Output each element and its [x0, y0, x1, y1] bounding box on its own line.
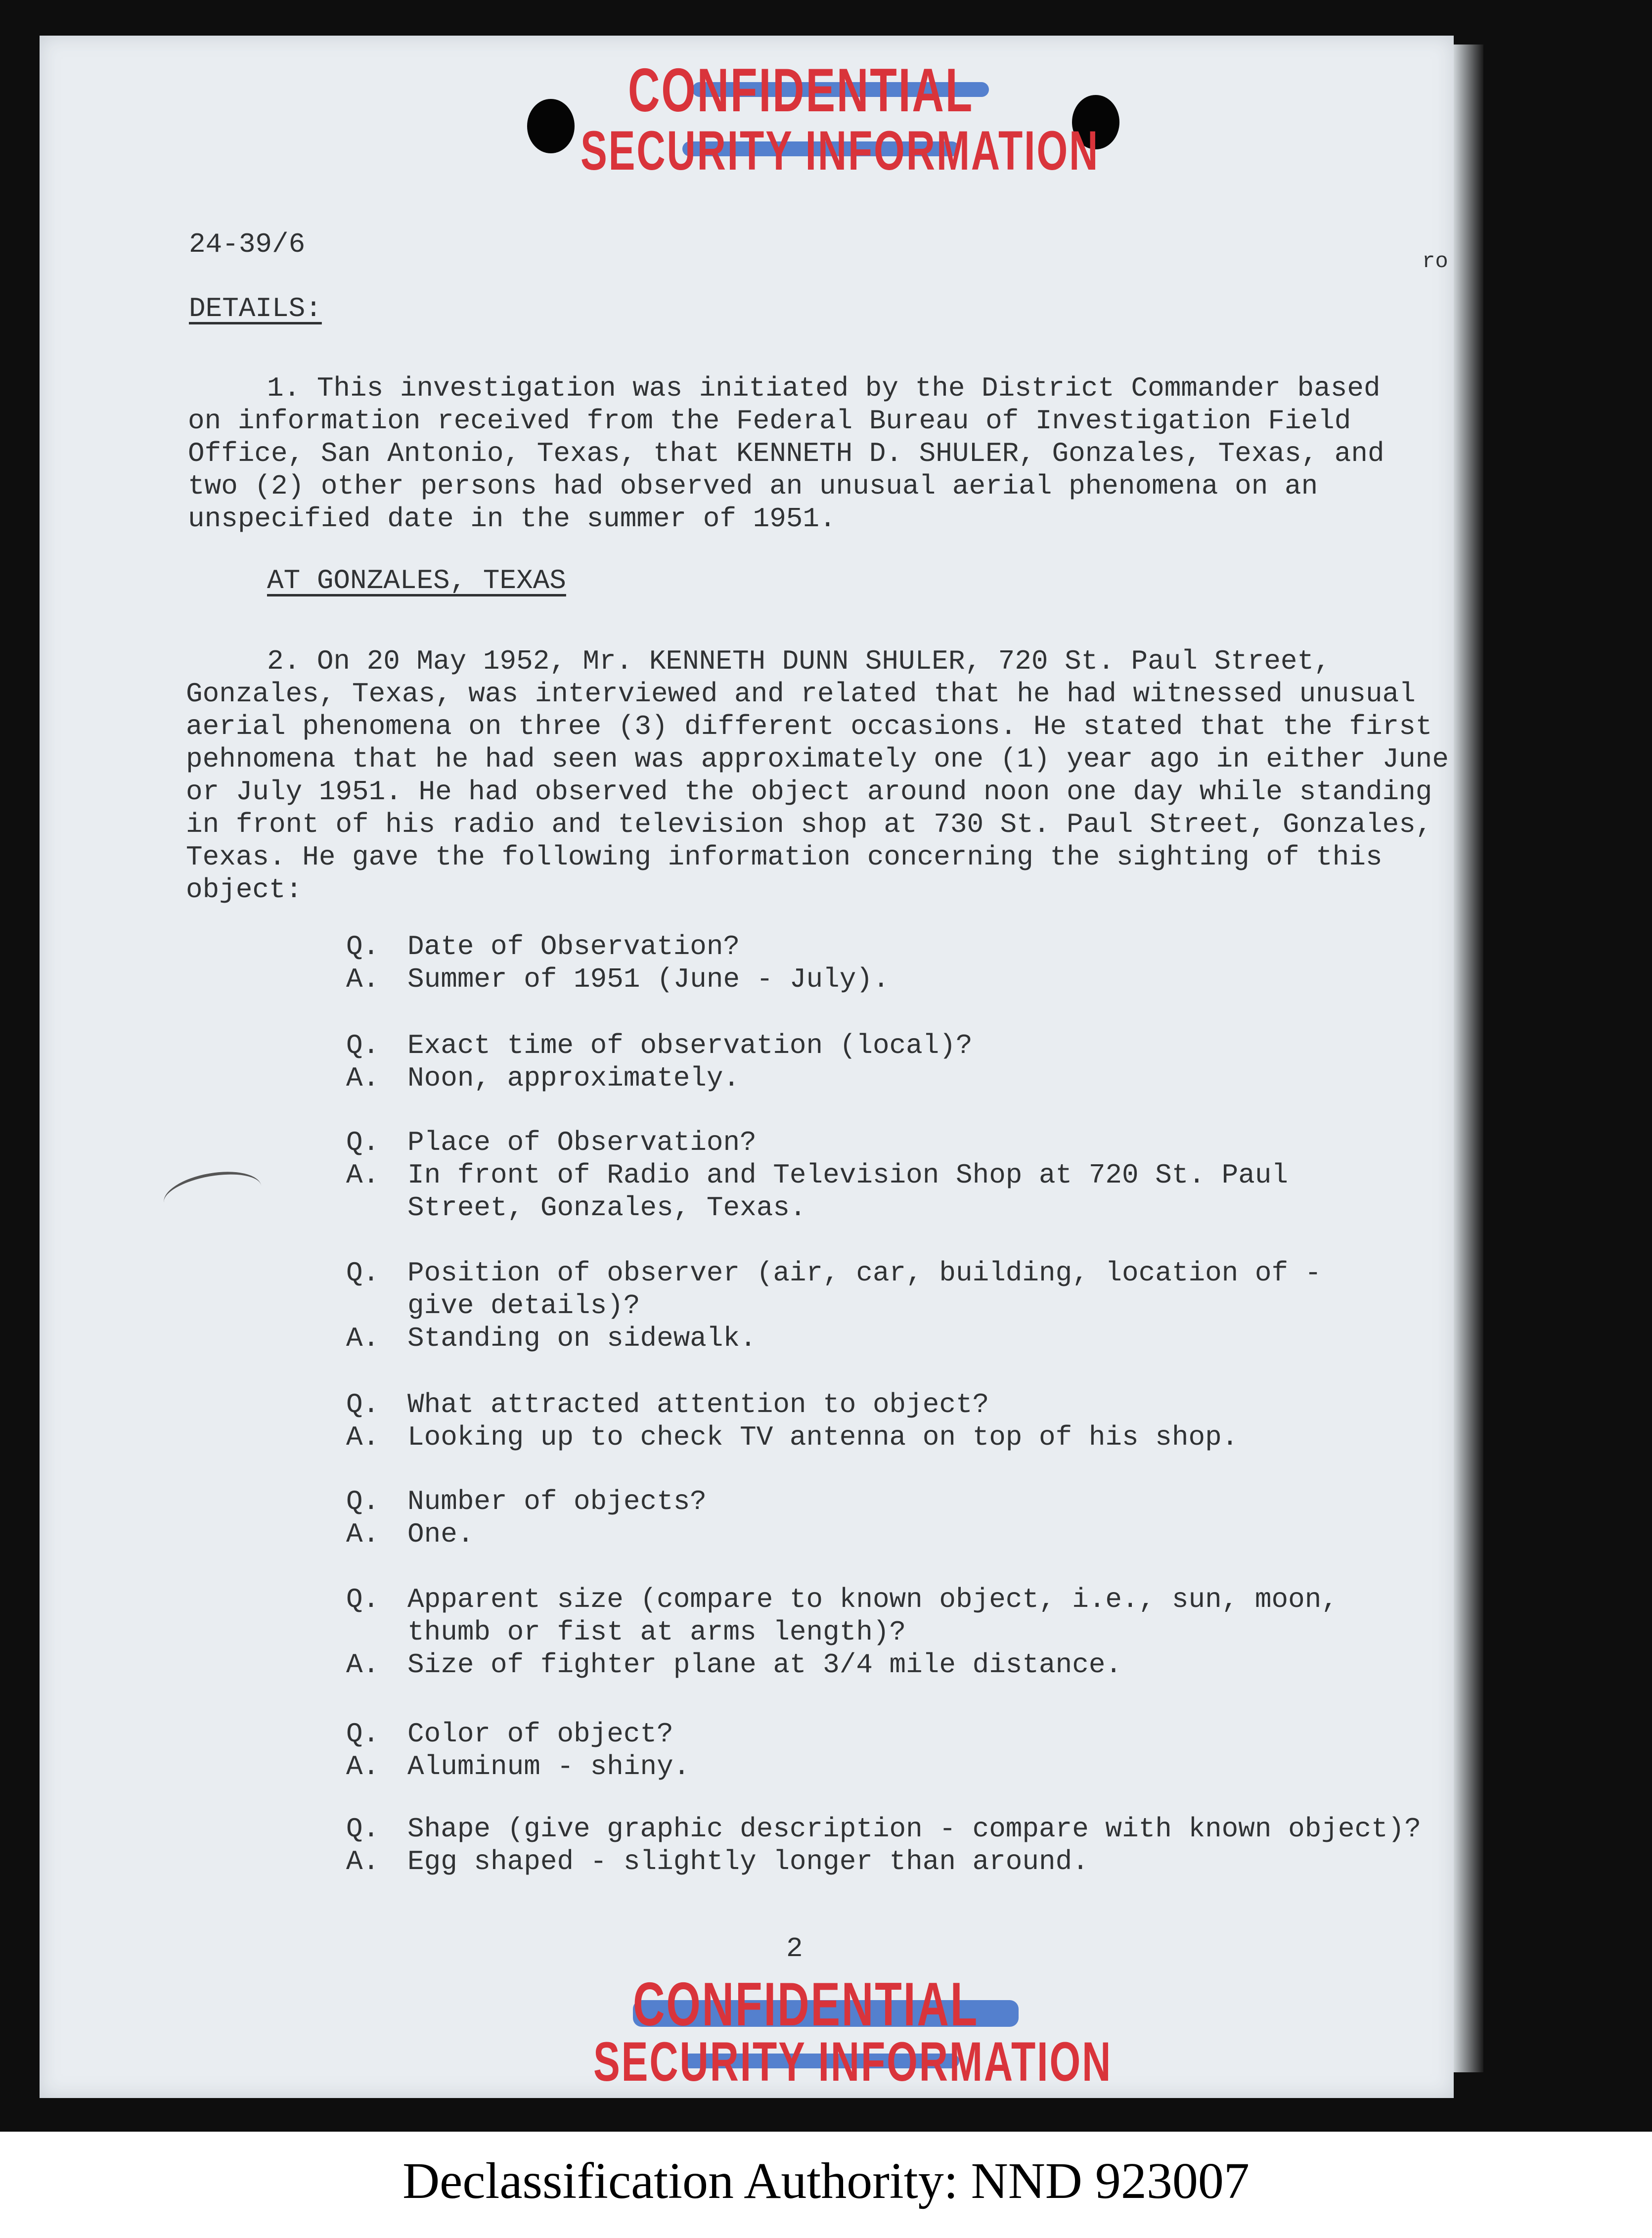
qa-question: What attracted attention to object? [407, 1389, 989, 1420]
heading-location: AT GONZALES, TEXAS [267, 565, 566, 596]
paragraph-line: object: [186, 874, 303, 906]
qa-label-q: Q. [346, 1813, 380, 1845]
paragraph-line: Office, San Antonio, Texas, that KENNETH D. SHULER, Gonzales, Texas, and [188, 438, 1384, 469]
declassification-text: Declassification Authority: NND 923007 [402, 2152, 1250, 2209]
paragraph-line: Gonzales, Texas, was interviewed and related that he had witnessed unusual [186, 678, 1416, 710]
heading-details: DETAILS: [189, 293, 322, 324]
qa-question: Position of observer (air, car, building, location of - [407, 1257, 1322, 1289]
qa-label-q: Q. [346, 1486, 380, 1517]
paragraph-line: 2. On 20 May 1952, Mr. KENNETH DUNN SHULER, 720 St. Paul Street, [267, 645, 1331, 677]
qa-answer: Standing on sidewalk. [407, 1323, 757, 1354]
qa-question: Exact time of observation (local)? [407, 1030, 973, 1061]
stamp-top-security: SECURITY INFORMATION [580, 120, 1100, 182]
paragraph-line: unspecified date in the summer of 1951. [188, 503, 836, 535]
qa-answer: Aluminum - shiny. [407, 1751, 690, 1782]
paragraph-line: on information received from the Federal Bureau of Investigation Field [188, 405, 1351, 437]
qa-label-a: A. [346, 1323, 380, 1354]
qa-question: Apparent size (compare to known object, i.e., sun, moon, [407, 1584, 1338, 1615]
paragraph-line: aerial phenomena on three (3) different occasions. He stated that the first [186, 711, 1432, 742]
qa-label-q: Q. [346, 1389, 380, 1420]
qa-answer: In front of Radio and Television Shop at 720 St. Paul [407, 1159, 1289, 1191]
qa-answer: One. [407, 1518, 474, 1550]
declassification-footer [0, 2132, 1652, 2238]
qa-answer: Egg shaped - slightly longer than around. [407, 1846, 1089, 1877]
qa-answer: Summer of 1951 (June - July). [407, 963, 890, 995]
qa-label-a: A. [346, 1421, 380, 1453]
paragraph-line: 1. This investigation was initiated by the District Commander based [267, 372, 1381, 404]
qa-question: Number of objects? [407, 1486, 707, 1517]
paragraph-line: two (2) other persons had observed an unusual aerial phenomena on an [188, 470, 1318, 502]
document-page [40, 36, 1454, 2098]
qa-label-q: Q. [346, 1718, 380, 1750]
qa-label-a: A. [346, 1518, 380, 1550]
punch-hole-left [527, 99, 575, 153]
qa-label-a: A. [346, 1649, 380, 1681]
qa-answer: Size of fighter plane at 3/4 mile distance. [407, 1649, 1122, 1681]
file-number: 24-39/6 [189, 228, 306, 260]
qa-label-a: A. [346, 963, 380, 995]
qa-label-q: Q. [346, 931, 380, 962]
paragraph-line: in front of his radio and television shop at 730 St. Paul Street, Gonzales, [186, 809, 1432, 840]
qa-label-a: A. [346, 1751, 380, 1782]
qa-question: thumb or fist at arms length)? [407, 1616, 906, 1648]
stamp-bottom-confidential: CONFIDENTIAL [633, 1970, 979, 2039]
qa-question: Shape (give graphic description - compare with known object)? [407, 1813, 1421, 1845]
qa-label-a: A. [346, 1846, 380, 1877]
pencil-mark [160, 1165, 265, 1224]
qa-label-q: Q. [346, 1127, 380, 1158]
qa-label-a: A. [346, 1062, 380, 1094]
qa-question: give details)? [407, 1290, 640, 1322]
qa-answer: Noon, approximately. [407, 1062, 740, 1094]
qa-answer: Street, Gonzales, Texas. [407, 1192, 806, 1224]
paragraph-line: Texas. He gave the following information concerning the sighting of this [186, 841, 1383, 873]
stamp-bottom-security: SECURITY INFORMATION [593, 2031, 1113, 2093]
stamp-top-confidential: CONFIDENTIAL [628, 56, 974, 125]
qa-question: Color of object? [407, 1718, 673, 1750]
qa-question: Place of Observation? [407, 1127, 757, 1158]
paragraph-line: or July 1951. He had observed the object around noon one day while standing [186, 776, 1432, 808]
qa-answer: Looking up to check TV antenna on top of his shop. [407, 1421, 1239, 1453]
page-number: 2 [786, 1933, 803, 1964]
paragraph-line: pehnomena that he had seen was approximately one (1) year ago in either June [186, 743, 1449, 775]
qa-label-q: Q. [346, 1257, 380, 1289]
qa-label-a: A. [346, 1159, 380, 1191]
typist-initials: ro [1422, 249, 1448, 274]
qa-label-q: Q. [346, 1030, 380, 1061]
qa-question: Date of Observation? [407, 931, 740, 962]
paper-edge [1454, 45, 1483, 2072]
qa-label-q: Q. [346, 1584, 380, 1615]
